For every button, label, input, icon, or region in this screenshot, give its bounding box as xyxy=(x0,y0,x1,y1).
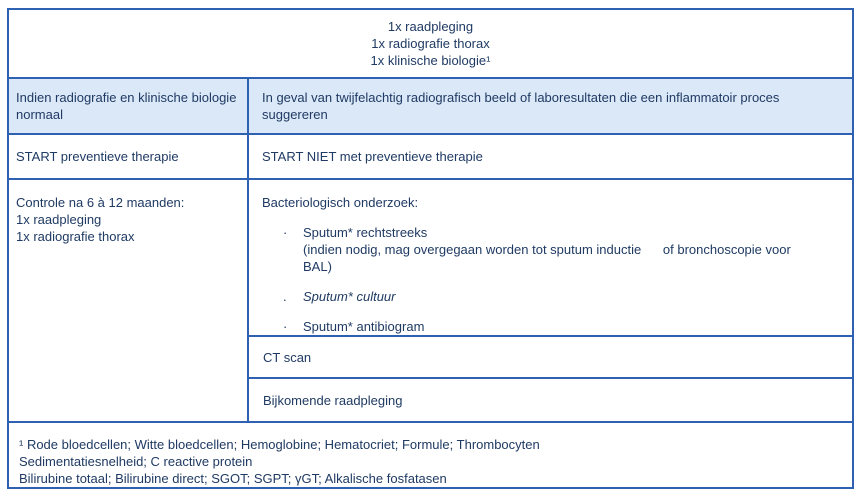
controle-cell xyxy=(9,180,247,421)
ct-scan-cell: CT scan xyxy=(249,335,852,377)
condition-header-row xyxy=(9,77,852,133)
start-right-cell: START NIET met preventieve therapie xyxy=(247,135,852,178)
bacterio-title: Bacteriologisch onderzoek: xyxy=(262,195,419,210)
bullet-sputum-cultuur xyxy=(262,288,840,305)
controle-line-2: 1x raadpleging xyxy=(16,212,102,227)
footnote-line-2: Sedimentatiesnelheid; C reactive protein xyxy=(19,454,253,469)
bullet-text xyxy=(303,224,840,275)
bullet-sputum-rechtstreeks xyxy=(262,224,840,275)
workup-line-2: 1x radiografie thorax xyxy=(371,36,490,51)
workup-line-3: 1x klinische biologie¹ xyxy=(370,53,491,68)
workup-line-1: 1x raadpleging xyxy=(387,19,474,34)
bullet-line: BAL) xyxy=(303,259,332,274)
bullet-dot-icon: · xyxy=(283,225,288,240)
start-left-cell: START preventieve therapie xyxy=(16,149,179,164)
footnote-line-3: Bilirubine totaal; Bilirubine direct; SGOT; SGPT; γGT; Alkalische fosfatasen xyxy=(19,471,447,486)
bullet-text xyxy=(303,318,840,335)
bullet-sputum-antibiogram xyxy=(262,318,840,335)
footnote-line-1: ¹ Rode bloedcellen; Witte bloedcellen; Hemoglobine; Hematocriet; Formule; Thrombocyten xyxy=(19,437,540,452)
start-therapy-row xyxy=(9,133,852,178)
header-right-cell: In geval van twijfelachtig radiografisch beeld of laboresultaten die een inflammatoir proces suggereren xyxy=(247,79,852,133)
initial-workup-cell xyxy=(9,10,852,77)
bijkomende-raadpleging-cell: Bijkomende raadpleging xyxy=(249,377,852,421)
header-left-cell: Indien radiografie en klinische biologie normaal xyxy=(16,90,237,122)
bullet-line: Sputum* rechtstreeks xyxy=(303,225,428,240)
followup-row xyxy=(9,178,852,421)
bullet-line: Sputum* cultuur xyxy=(303,289,396,304)
bullet-dot-icon: · xyxy=(283,319,288,334)
bullet-dot-icon: . xyxy=(283,289,287,304)
controle-line-1: Controle na 6 à 12 maanden: xyxy=(16,195,185,210)
bullet-line: (indien nodig, mag overgegaan worden tot sputum inductie of bronchoscopie voor xyxy=(303,242,791,257)
bullet-text xyxy=(303,288,840,305)
bullet-line: Sputum* antibiogram xyxy=(303,319,425,334)
protocol-table xyxy=(7,8,854,489)
followup-right-cell xyxy=(247,180,852,421)
controle-line-3: 1x radiografie thorax xyxy=(16,229,135,244)
bacteriologisch-cell xyxy=(249,180,852,335)
footnote-cell xyxy=(9,421,852,487)
